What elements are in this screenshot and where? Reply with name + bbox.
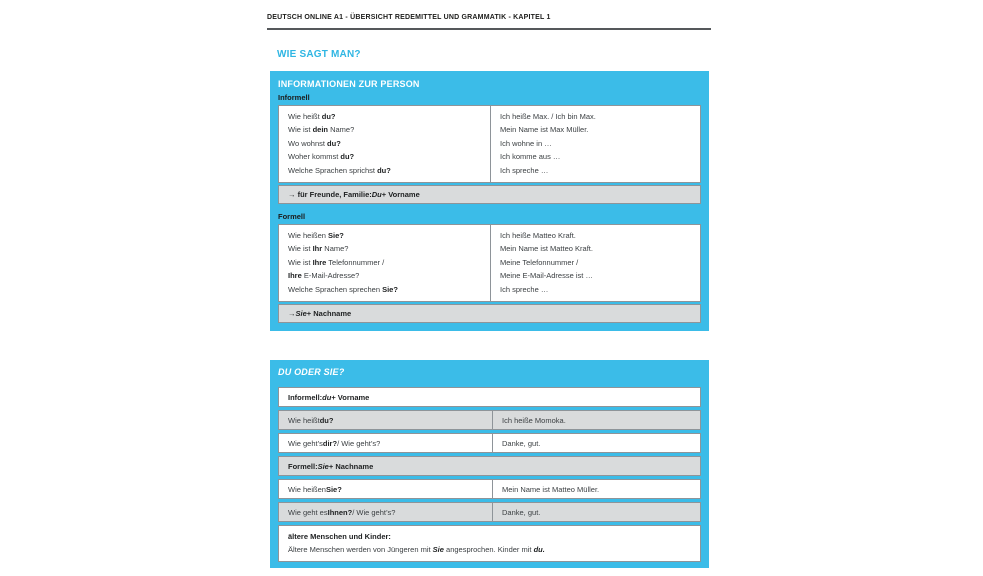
- answer-line: Meine Telefonnummer /: [500, 257, 579, 267]
- answer-column: [491, 106, 700, 182]
- panel-informationen-zur-person: [270, 71, 709, 331]
- question-line: Wie ist Ihr Name?: [288, 244, 349, 254]
- informell-table: [278, 105, 701, 183]
- answer-line: Mein Name ist Matteo Kraft.: [500, 244, 593, 254]
- question-line: Welche Sprachen sprechen Sie?: [288, 284, 398, 294]
- formell-note-strip: → Sie + Nachname: [278, 304, 701, 323]
- question-line: Wie heißt du?: [288, 112, 336, 121]
- answer-cell: Mein Name ist Matteo Müller.: [502, 484, 600, 494]
- question-line: Wie ist Ihre Telefonnummer /: [288, 257, 385, 267]
- note-block-aeltere-menschen: [278, 525, 701, 562]
- note-block-title: ältere Menschen und Kinder:: [288, 532, 391, 541]
- note-block-text: Ältere Menschen werden von Jüngeren mit Sie angesprochen. Kinder mit du.: [288, 545, 545, 554]
- answer-line: Ich wohne in …: [500, 138, 552, 148]
- answer-line: Ich komme aus …: [500, 152, 561, 162]
- answer-line: Meine E-Mail-Adresse ist …: [500, 271, 593, 281]
- question-line: Wo wohnst du?: [288, 138, 341, 148]
- question-column: [279, 225, 491, 301]
- answer-line: Mein Name ist Max Müller.: [500, 125, 589, 135]
- question-line: Wie ist dein Name?: [288, 125, 355, 135]
- formell-label: Formell: [278, 212, 306, 222]
- answer-line: Ich heiße Matteo Kraft.: [500, 231, 576, 241]
- panel-title-informationen-zur-person: INFORMATIONEN ZUR PERSON: [278, 79, 420, 89]
- question-line: Ihre E-Mail-Adresse?: [288, 271, 360, 281]
- row-formell-header: Formell: Sie + Nachname: [278, 456, 701, 476]
- question-line: Welche Sprachen sprichst du?: [288, 165, 391, 175]
- answer-cell: Danke, gut.: [502, 438, 541, 448]
- answer-line: Ich spreche …: [500, 165, 549, 175]
- answer-cell: Danke, gut.: [502, 507, 541, 517]
- panel-title-du-oder-sie: DU ODER SIE?: [278, 367, 345, 377]
- answer-line: Ich spreche …: [500, 284, 549, 294]
- table-row: [278, 433, 701, 453]
- panel-du-oder-sie: [270, 360, 709, 568]
- informell-note-strip: → für Freunde, Familie: Du + Vorname: [278, 185, 701, 204]
- question-line: Woher kommst du?: [288, 152, 355, 162]
- row-informell-header: Informell: du + Vorname: [278, 387, 701, 407]
- page-title: WIE SAGT MAN?: [277, 49, 361, 60]
- question-cell: Wie geht’s dir? / Wie geht’s?: [279, 434, 493, 452]
- question-cell: Wie heißen Sie?: [279, 480, 493, 498]
- table-row: [278, 479, 701, 499]
- question-cell: Wie heißt du?: [279, 411, 493, 429]
- table-row: [278, 502, 701, 522]
- answer-cell: Ich heiße Momoka.: [502, 415, 566, 425]
- document-header-title: DEUTSCH ONLINE A1 - ÜBERSICHT REDEMITTEL UND GRAMMATIK - KAPITEL 1: [267, 14, 551, 21]
- formell-table: [278, 224, 701, 302]
- answer-line: Ich heiße Max. / Ich bin Max.: [500, 112, 596, 121]
- informell-label: Informell: [278, 93, 310, 102]
- question-cell: Wie geht es Ihnen? / Wie geht’s?: [279, 503, 493, 521]
- question-line: Wie heißen Sie?: [288, 231, 344, 241]
- question-column: [279, 106, 491, 182]
- answer-column: [491, 225, 700, 301]
- document-header: [267, 6, 711, 30]
- table-row: [278, 410, 701, 430]
